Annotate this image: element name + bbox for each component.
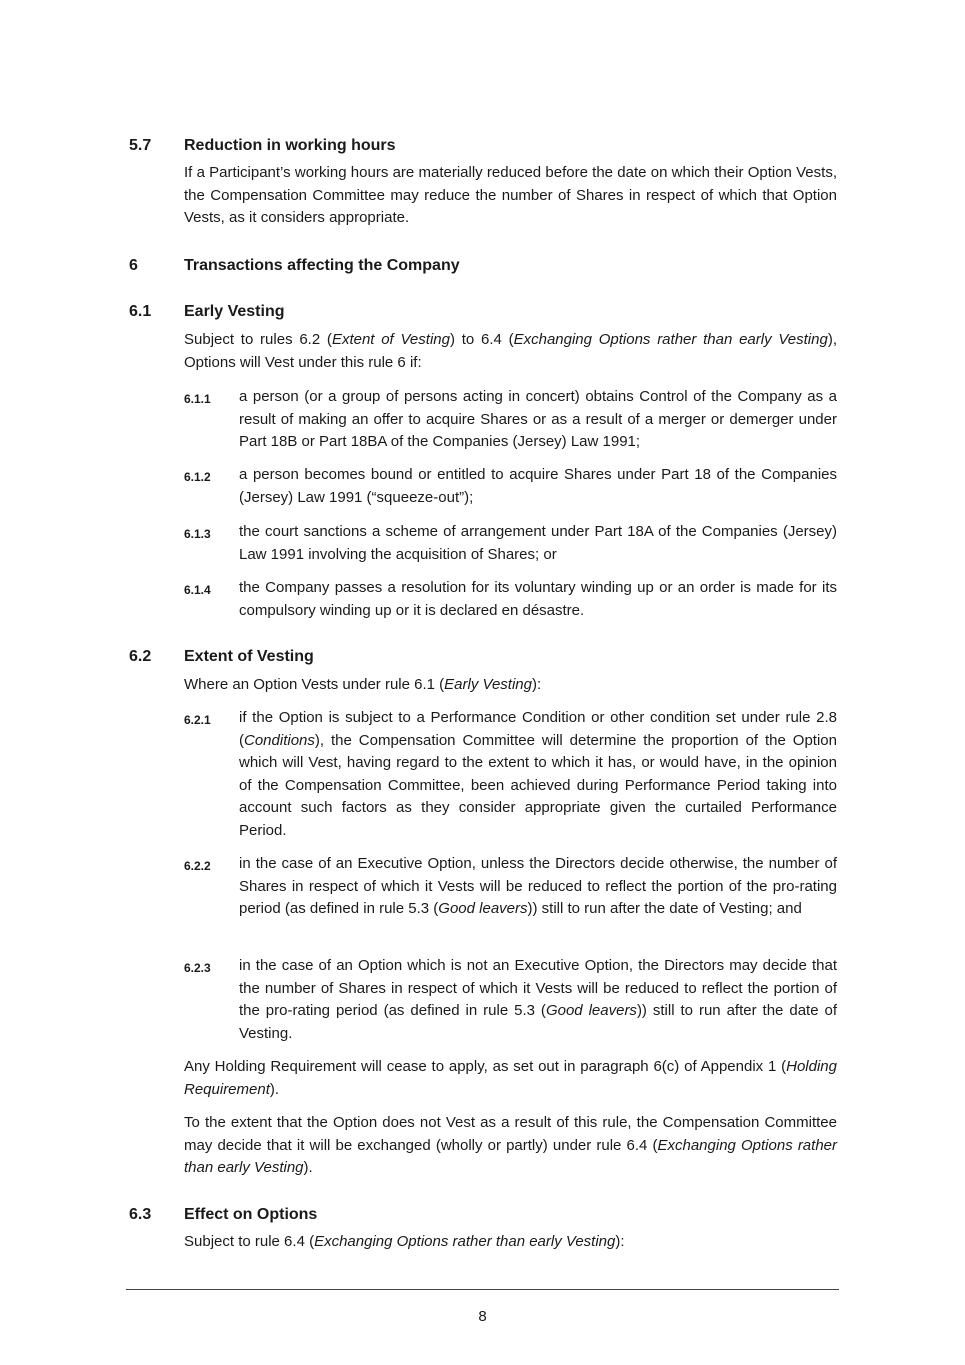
paragraph: To the extent that the Option does not Vest as a result of this rule, the Compensation Committee may decide that it will be exchanged (wholly or partly) under rule 6.4 (Exchanging Options rather than early Vesting). — [184, 1114, 837, 1176]
clause-number: 6.2.2 — [184, 859, 211, 873]
clause-text: a person (or a group of persons acting in concert) obtains Control of the Company as a result of making an offer to acquire Shares or as a result of a merger or demerger under Part 18B or Part 18BA of the Companies (Jersey) Law 1991; — [239, 388, 837, 450]
clause-text: a person becomes bound or entitled to acquire Shares under Part 18 of the Companies (Jersey) Law 1991 (“squeeze-out”); — [239, 466, 837, 506]
section-heading: Transactions affecting the Company — [184, 257, 460, 274]
clause-number: 6.1.2 — [184, 470, 211, 484]
clause-text: if the Option is subject to a Performance Condition or other condition set under rule 2.8 (Conditions), the Compensation Committee will determine the proportion of the Option which will Vest, having regard to the extent to which it has, or would have, in the opinion of the Compensation Committee, been achieved during Performance Period taking into account such factors as they consider appropriate given the curtailed Performance Period. — [239, 709, 837, 839]
section-number: 5.7 — [129, 137, 152, 154]
clause-text: the Company passes a resolution for its voluntary winding up or an order is made for its compulsory winding up or it is declared en désastre. — [239, 579, 837, 619]
clause-number: 6.1.3 — [184, 527, 211, 541]
section-number: 6.1 — [129, 303, 152, 320]
section-heading: Early Vesting — [184, 303, 285, 320]
paragraph: Any Holding Requirement will cease to apply, as set out in paragraph 6(c) of Appendix 1 (Holding Requirement). — [184, 1058, 837, 1098]
footer-divider — [126, 1289, 839, 1290]
clause-text: in the case of an Option which is not an Executive Option, the Directors may decide that the number of Shares in respect of which it Vests will be reduced to reflect the portion of the pro-rating period (as defined in rule 5.3 (Good leavers)) still to run after the date of Vesting. — [239, 957, 838, 1042]
page-number: 8 — [478, 1308, 487, 1325]
paragraph: Subject to rules 6.2 (Extent of Vesting) to 6.4 (Exchanging Options rather than early Vesting), Options will Vest under this rule 6 if: — [184, 331, 837, 371]
paragraph: Subject to rule 6.4 (Exchanging Options rather than early Vesting): — [184, 1233, 625, 1250]
paragraph: If a Participant’s working hours are materially reduced before the date on which their Option Vests, the Compensation Committee may reduce the number of Shares in respect of which that Option Vests, as it considers appropriate. — [184, 164, 837, 226]
clause-text: in the case of an Executive Option, unless the Directors decide otherwise, the number of Shares in respect of which it Vests will be reduced to reflect the portion of the pro-rating period (as defined in rule 5.3 (Good leavers)) still to run after the date of Vesting; and — [239, 855, 837, 917]
clause-number: 6.1.4 — [184, 583, 211, 597]
section-heading: Extent of Vesting — [184, 648, 314, 665]
section-number: 6 — [129, 257, 138, 274]
section-number: 6.3 — [129, 1206, 152, 1223]
clause-number: 6.1.1 — [184, 392, 211, 406]
section-heading: Reduction in working hours — [184, 137, 396, 154]
section-heading: Effect on Options — [184, 1206, 318, 1223]
section-number: 6.2 — [129, 648, 152, 665]
clause-text: the court sanctions a scheme of arrangement under Part 18A of the Companies (Jersey) Law 1991 involving the acquisition of Shares; or — [239, 523, 837, 563]
paragraph: Where an Option Vests under rule 6.1 (Early Vesting): — [184, 676, 542, 693]
clause-number: 6.2.3 — [184, 961, 211, 975]
clause-number: 6.2.1 — [184, 713, 211, 727]
